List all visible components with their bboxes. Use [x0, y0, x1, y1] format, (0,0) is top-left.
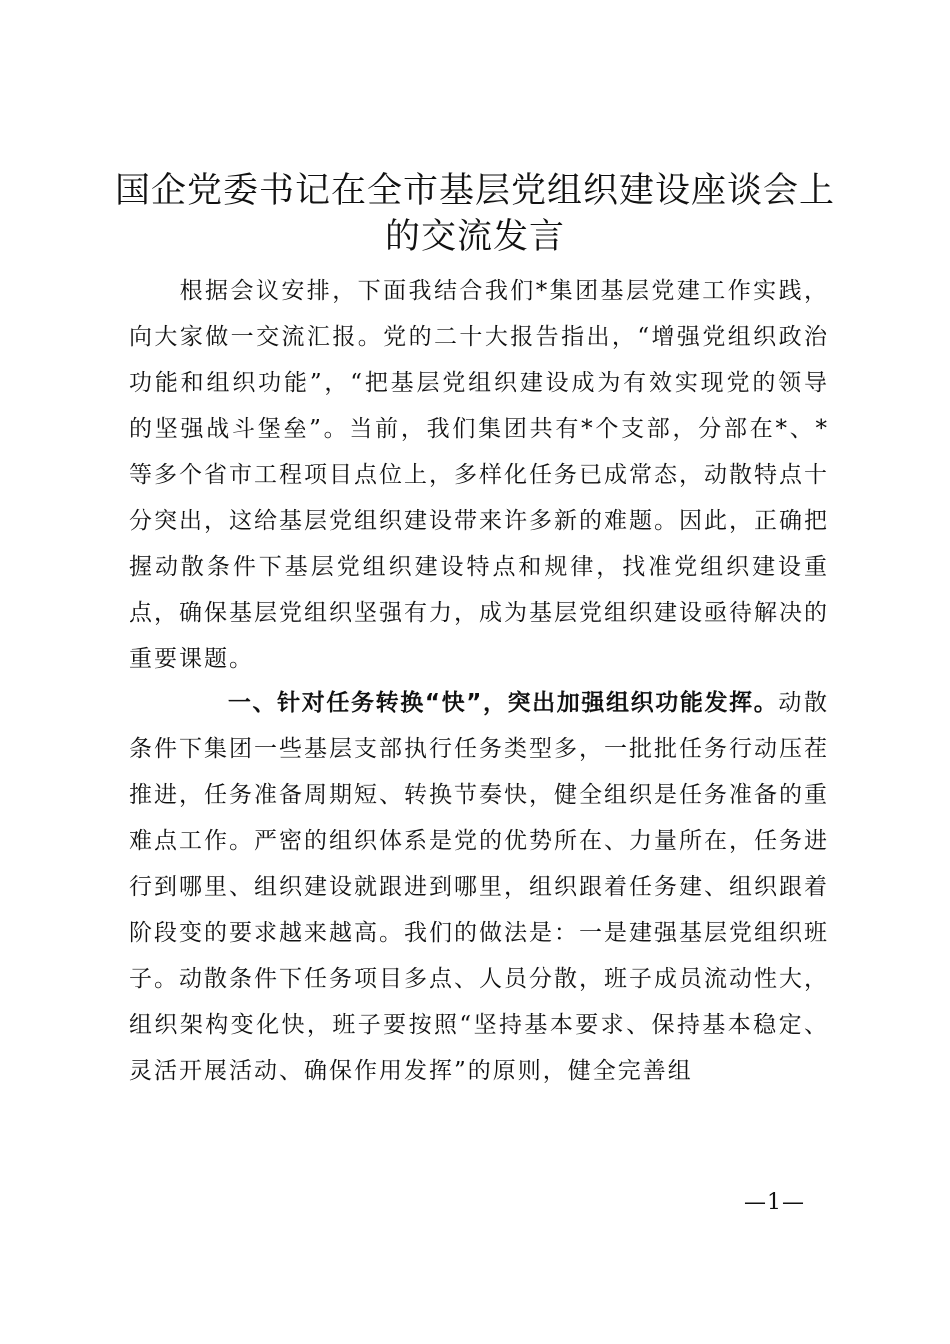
intro-paragraph: 根据会议安排，下面我结合我们*集团基层党建工作实践，向大家做一交流汇报。党的二十大报告指出，“增强党组织政治功能和组织功能”，“把基层党组织建设成为有效实现党的领导的坚强战斗堡垒”。当前，我们集团共有*个支部，分部在*、*等多个省市工程项目点位上，多样化任务已成常态，动散特点十分突出，这给基层党组织建设带来许多新的难题。因此，正确把握动散条件下基层党组织建设特点和规律，找准党组织建设重点，确保基层党组织坚强有力，成为基层党组织建设亟待解决的重要课题。: [129, 278, 829, 672]
section-one-text: 动散条件下集团一些基层支部执行任务类型多，一批批任务行动压茬推进，任务准备周期短、转换节奏快，健全组织是任务准备的重难点工作。严密的组织体系是党的优势所在、力量所在，任务进行到哪里、组织建设就跟进到哪里，组织跟着任务建、组织跟着阶段变的要求越来越高。我们的做法是：一是建强基层党组织班子。动散条件下任务项目多点、人员分散，班子成员流动性大，组织架构变化快，班子要按照“坚持基本要求、保持基本稳定、灵活开展活动、确保作用发挥”的原则，健全完善组: [129, 690, 830, 1084]
page-number: —1—: [744, 1190, 805, 1215]
section-one-heading: 一、针对任务转换“快”，突出加强组织功能发挥。: [227, 690, 779, 716]
document-title: 国企党委书记在全市基层党组织建设座谈会上的交流发言: [114, 171, 835, 257]
section-one-paragraph: [129, 680, 829, 1094]
